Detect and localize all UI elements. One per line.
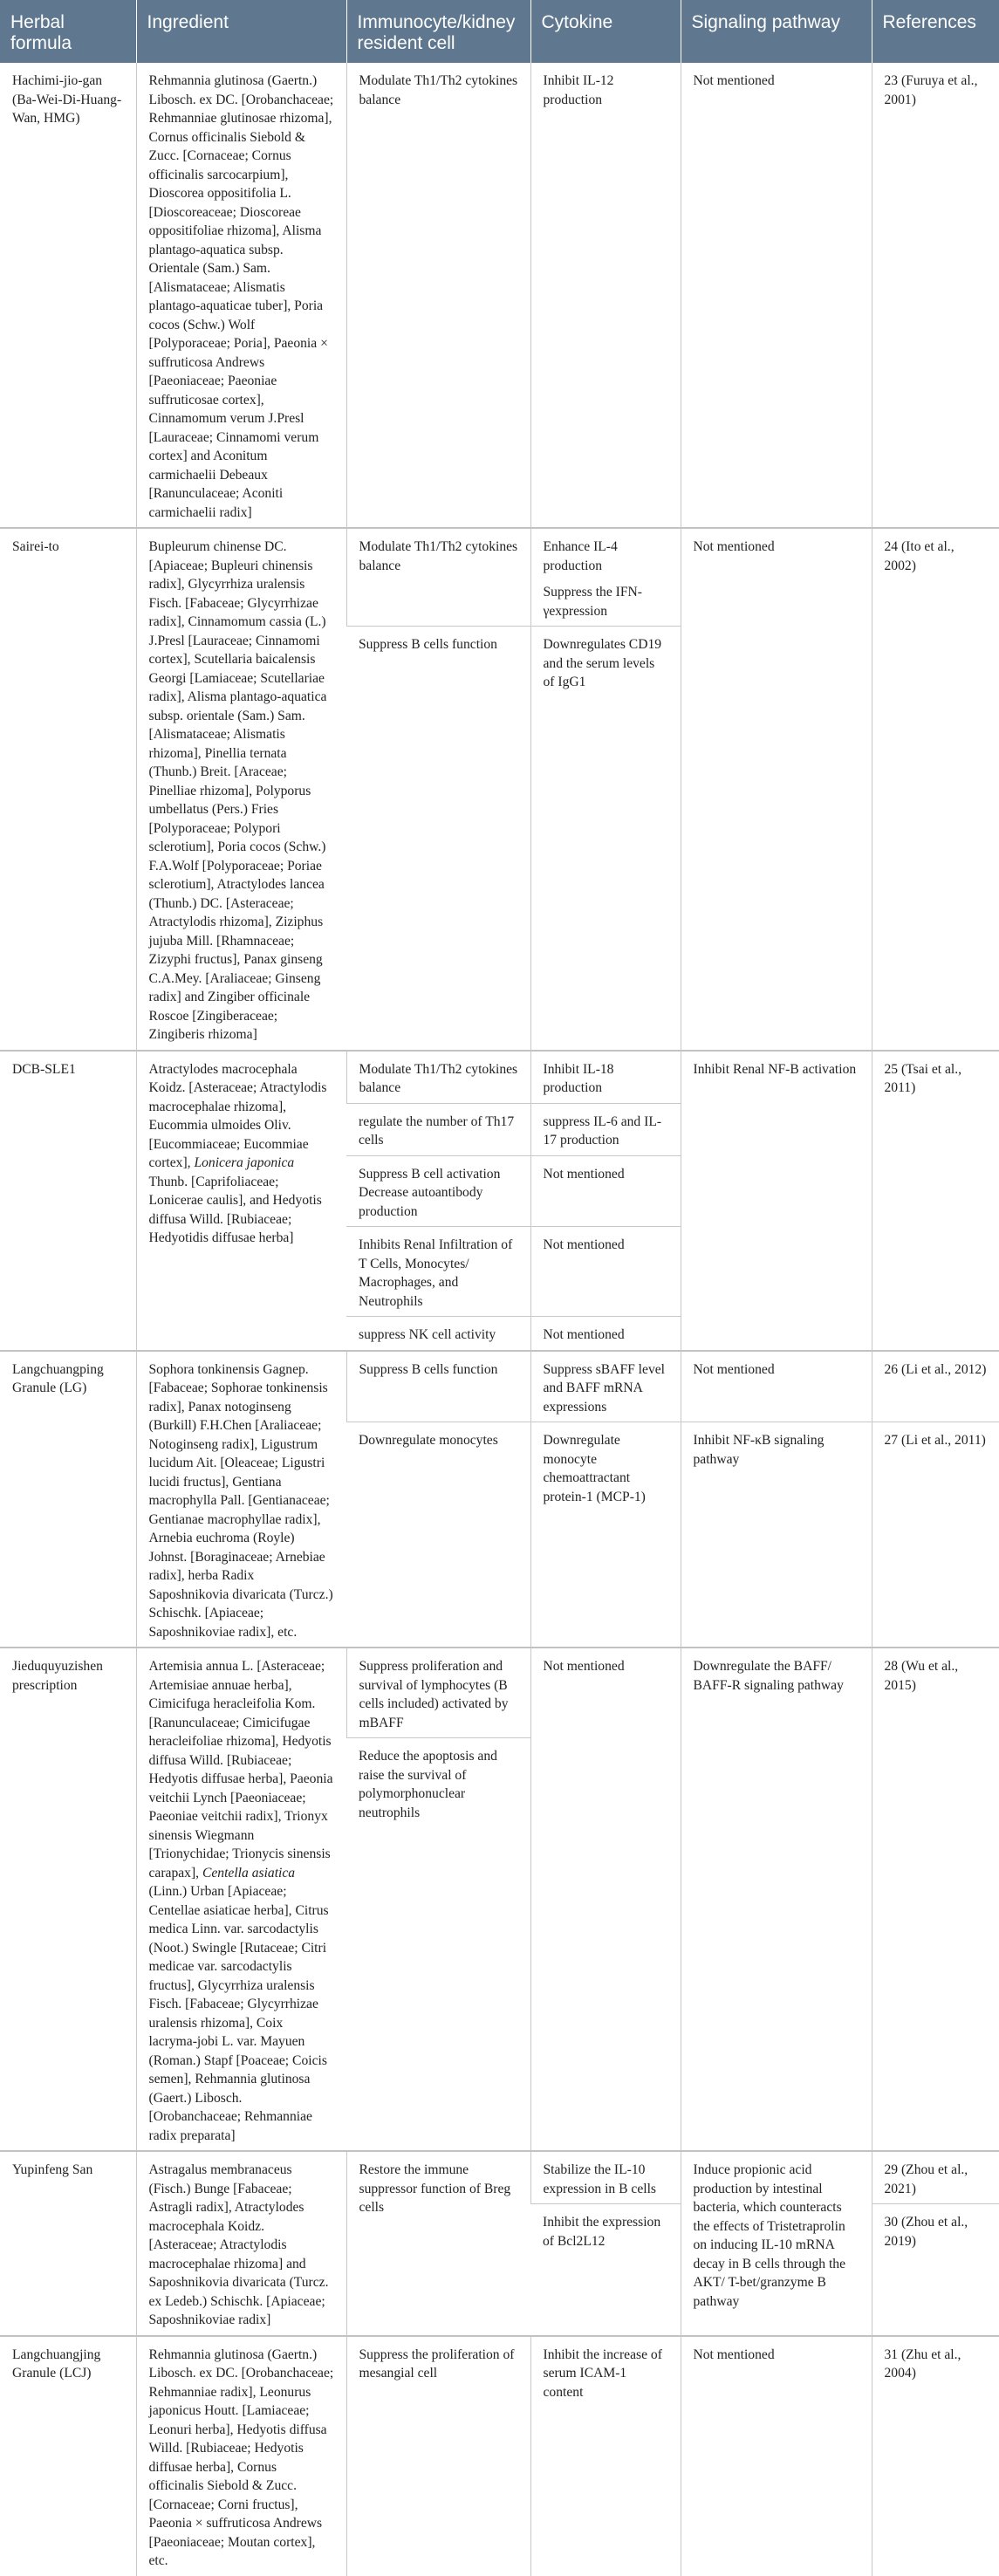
ingredient-italic-text: Centella asiatica [202, 1865, 296, 1881]
formula-cell: Langchuangping Granule (LG) [0, 1351, 136, 1648]
formula-cell: Hachimi-jio-gan (Ba-Wei-Di-Huang-Wan, HMG) [0, 63, 136, 528]
cytokine-cell: Suppress sBAFF level and BAFF mRNA expressions [530, 1351, 681, 1422]
table-row [0, 2151, 999, 2204]
ingredient-text: Atractylodes macrocephala Koidz. [Asteraceae; Atractylodis macrocephalae rhizoma], Eucommia ulmoides Oliv. [Eucommiaceae; Eucommiae cortex], [148, 1061, 327, 1170]
table-header-row [0, 0, 999, 63]
formula-cell: Sairei-to [0, 528, 136, 1051]
cell-cell: Modulate Th1/Th2 cytokines balance [346, 528, 530, 627]
ingredient-cell: Sophora tonkinensis Gagnep. [Fabaceae; Sophorae tonkinensis radix], Panax notoginseng (Burkill) F.H.Chen [Araliaceae; Notoginseng radix], Ligustrum lucidum Ait. [Oleaceae; Ligustri lucidi fructus], Gentiana macrophylla Pall. [Gentianaceae; Gentianae macrophyllae radix], Arnebia euchroma (Royle) Johnst. [Boraginaceae; Arnebiae radix], herba Radix Saposhnikovia divaricata (Turcz.) Schischk. [Apiaceae; Saposhnikoviae radix], etc. [136, 1351, 346, 1648]
cytokine-cell: Inhibit the increase of serum ICAM-1 content [530, 2336, 681, 2576]
pathway-cell: Not mentioned [681, 2336, 872, 2576]
ingredient-cell: Rehmannia glutinosa (Gaertn.) Libosch. ex DC. [Orobanchaceae; Rehmanniae radix], Leonurus japonicus Houtt. [Lamiaceae; Leonuri herba], Hedyotis diffusa Willd. [Rubiaceae; Hedyotis diffusae herba], Cornus officinalis Siebold & Zucc. [Cornaceae; Corni fructus], Paeonia × suffruticosa Andrews [Paeoniaceae; Moutan cortex], etc. [136, 2336, 346, 2576]
table-row [0, 1648, 999, 1738]
ingredient-cell: Bupleurum chinense DC. [Apiaceae; Bupleuri chinensis radix], Glycyrrhiza uralensis Fisch. [Fabaceae; Glycyrrhizae radix], Cinnamomum cassia (L.) J.Presl [Lauraceae; Cinnamomi cortex], Scutellaria baicalensis Georgi [Lamiaceae; Scutellariae radix], Alisma plantago-aquatica subsp. orientale (Sam.) Sam. [Alismataceae; Alismatis rhizoma], Pinellia ternata (Thunb.) Breit. [Araceae; Pinelliae rhizoma], Polyporus umbellatus (Pers.) Fries [Polyporaceae; Polypori sclerotium], Poria cocos (Schw.) F.A.Wolf [Polyporaceae; Poriae sclerotium], Atractylodes lancea (Thunb.) DC. [Asteraceae; Atractylodis rhizoma], Ziziphus jujuba Mill. [Rhamnaceae; Zizyphi fructus], Panax ginseng C.A.Mey. [Araliaceae; Ginseng radix] and Zingiber officinale Roscoe [Zingiberaceae; Zingiberis rhizoma] [136, 528, 346, 1051]
cytokine-line: Suppress the IFN-γexpression [543, 585, 642, 619]
cytokine-cell [530, 528, 681, 627]
cytokine-cell: Not mentioned [530, 1648, 681, 2151]
reference-cell: 26 (Li et al., 2012) [872, 1351, 999, 1422]
reference-cell: 31 (Zhu et al., 2004) [872, 2336, 999, 2576]
table-row [0, 2336, 999, 2576]
cell-cell: Suppress B cells function [346, 627, 530, 1051]
ingredient-cell: Rehmannia glutinosa (Gaertn.) Libosch. ex DC. [Orobanchaceae; Rehmanniae glutinosae rhizoma], Cornus officinalis Siebold & Zucc. [Cornaceae; Cornus officinalis sarcocarpium], Dioscorea oppositifolia L. [Dioscoreaceae; Dioscoreae oppositifoliae rhizoma], Alisma plantago-aquatica subsp. Orientale (Sam.) Sam. [Alismataceae; Alismatis plantago-aquaticae tuber], Poria cocos (Schw.) Wolf [Polyporaceae; Poria], Paeonia × suffruticosa Andrews [Paeoniaceae; Paeoniae suffruticosae cortex], Cinnamomum verum J.Presl [Lauraceae; Cinnamomi verum cortex] and Aconitum carmichaelii Debeaux [Ranunculaceae; Aconiti carmichaelii radix] [136, 63, 346, 528]
cell-cell: Suppress B cells function [346, 1351, 530, 1422]
reference-cell: 23 (Furuya et al., 2001) [872, 63, 999, 528]
pathway-cell: Induce propionic acid production by intestinal bacteria, which counteracts the effects of Tristetraprolin on inducing IL-10 mRNA decay in B cells through the AKT/ T-bet/granzyme B pathway [681, 2151, 872, 2336]
header-herbal-formula: Herbal formula [0, 0, 136, 63]
table-row [0, 1351, 999, 1422]
table-row [0, 1051, 999, 1104]
ingredient-text: Artemisia annua L. [Asteraceae; Artemisiae annuae herba], Cimicifuga heracleifolia Kom. [Ranunculaceae; Cimicifugae heracleifoliae rhizoma], Hedyotis diffusa Willd. [Rubiaceae; Hedyotis diffusae herba], Paeonia veitchii Lynch [Paeoniaceae; Paeoniae veitchii radix], Trionyx sinensis Wiegmann [Trionychidae; Trionycis sinensis carapax], [148, 1659, 333, 1881]
pathway-cell: Not mentioned [681, 528, 872, 1051]
ingredient-cell [136, 1051, 346, 1351]
ingredient-cell: Astragalus membranaceus (Fisch.) Bunge [Fabaceae; Astragli radix], Atractylodes macrocephala Koidz. [Asteraceae; Atractylodis macrocephalae rhizoma] and Saposhnikovia divaricata (Turcz. ex Ledeb.) Schischk. [Apiaceae; Saposhnikoviae radix] [136, 2151, 346, 2336]
cell-cell: Modulate Th1/Th2 cytokines balance [346, 1051, 530, 1104]
cell-cell: regulate the number of Th17 cells [346, 1103, 530, 1155]
cell-line: Decrease autoantibody production [359, 1185, 483, 1219]
pathway-cell: Not mentioned [681, 63, 872, 528]
reference-cell: 27 (Li et al., 2011) [872, 1422, 999, 1648]
cell-line: Suppress B cell activation [359, 1166, 501, 1182]
pathway-cell: Inhibit NF-κB signaling pathway [681, 1422, 872, 1648]
table-row [0, 63, 999, 528]
cell-cell: Reduce the apoptosis and raise the survival of polymorphonuclear neutrophils [346, 1738, 530, 2152]
cytokine-cell: Not mentioned [530, 1227, 681, 1317]
reference-cell: 28 (Wu et al., 2015) [872, 1648, 999, 2151]
table-row [0, 528, 999, 627]
cytokine-cell: Downregulates CD19 and the serum levels of IgG1 [530, 627, 681, 1051]
formula-cell: Jieduquyuzishen prescription [0, 1648, 136, 2151]
cell-cell: Downregulate monocytes [346, 1422, 530, 1648]
cytokine-cell: Downregulate monocyte chemoattractant protein-1 (MCP-1) [530, 1422, 681, 1648]
formula-cell: Yupinfeng San [0, 2151, 136, 2336]
ingredient-text: (Linn.) Urban [Apiaceae; Centellae asiaticae herba], Citrus medica Linn. var. sarcodactylis (Noot.) Swingle [Rutaceae; Citri medicae var. sarcodactylis fructus], Glycyrrhiza uralensis Fisch. [Fabaceae; Glycyrrhizae uralensis rhizoma], Coix lacryma-jobi L. var. Mayuen (Roman.) Stapf [Poaceae; Coicis semen], Rehmannia glutinosa (Gaert.) Libosch. [Orobanchaceae; Rehmanniae radix preparata] [148, 1884, 329, 2143]
cytokine-line: Enhance IL-4 production [543, 539, 618, 573]
reference-cell: 24 (Ito et al., 2002) [872, 528, 999, 1051]
pathway-cell: Downregulate the BAFF/ BAFF-R signaling pathway [681, 1648, 872, 2151]
cytokine-cell: Inhibit IL-18 production [530, 1051, 681, 1104]
ingredient-text: Thunb. [Caprifoliaceae; Lonicerae caulis], and Hedyotis diffusa Willd. [Rubiaceae; Hedyotidis diffusae herba] [148, 1174, 322, 1245]
ingredient-cell [136, 1648, 346, 2151]
cell-cell: Suppress proliferation and survival of lymphocytes (B cells included) activated by mBAFF [346, 1648, 530, 1738]
cell-cell: Suppress the proliferation of mesangial cell [346, 2336, 530, 2576]
reference-cell: 30 (Zhou et al., 2019) [872, 2204, 999, 2336]
cytokine-cell: Inhibit IL-12 production [530, 63, 681, 528]
reference-cell: 29 (Zhou et al., 2021) [872, 2151, 999, 2204]
formula-cell: Langchuangjing Granule (LCJ) [12, 2346, 101, 2381]
header-immunocyte: Immunocyte/kidney resident cell [346, 0, 530, 63]
formula-cell: DCB-SLE1 [0, 1051, 136, 1351]
cell-cell [346, 1155, 530, 1227]
reference-cell: 25 (Tsai et al., 2011) [872, 1051, 999, 1351]
header-cytokine: Cytokine [530, 0, 681, 63]
cytokine-cell: Not mentioned [530, 1317, 681, 1351]
pathway-cell: Not mentioned [681, 1351, 872, 1422]
cytokine-cell: Not mentioned [530, 1155, 681, 1227]
cell-cell: Restore the immune suppressor function of Breg cells [346, 2151, 530, 2336]
header-references: References [872, 0, 999, 63]
cytokine-cell: suppress IL-6 and IL-17 production [530, 1103, 681, 1155]
cell-cell: Inhibits Renal Infiltration of T Cells, Monocytes/ Macrophages, and Neutrophils [346, 1227, 530, 1317]
cell-cell: Modulate Th1/Th2 cytokines balance [346, 63, 530, 528]
pathway-cell: Inhibit Renal NF-B activation [681, 1051, 872, 1351]
cytokine-cell: Inhibit the expression of Bcl2L12 [530, 2204, 681, 2336]
header-signaling-pathway: Signaling pathway [681, 0, 872, 63]
ingredient-italic-text: Lonicera japonica [194, 1155, 295, 1170]
header-ingredient: Ingredient [136, 0, 346, 63]
cytokine-cell: Stabilize the IL-10 expression in B cells [530, 2151, 681, 2204]
cell-cell: suppress NK cell activity [346, 1317, 530, 1351]
